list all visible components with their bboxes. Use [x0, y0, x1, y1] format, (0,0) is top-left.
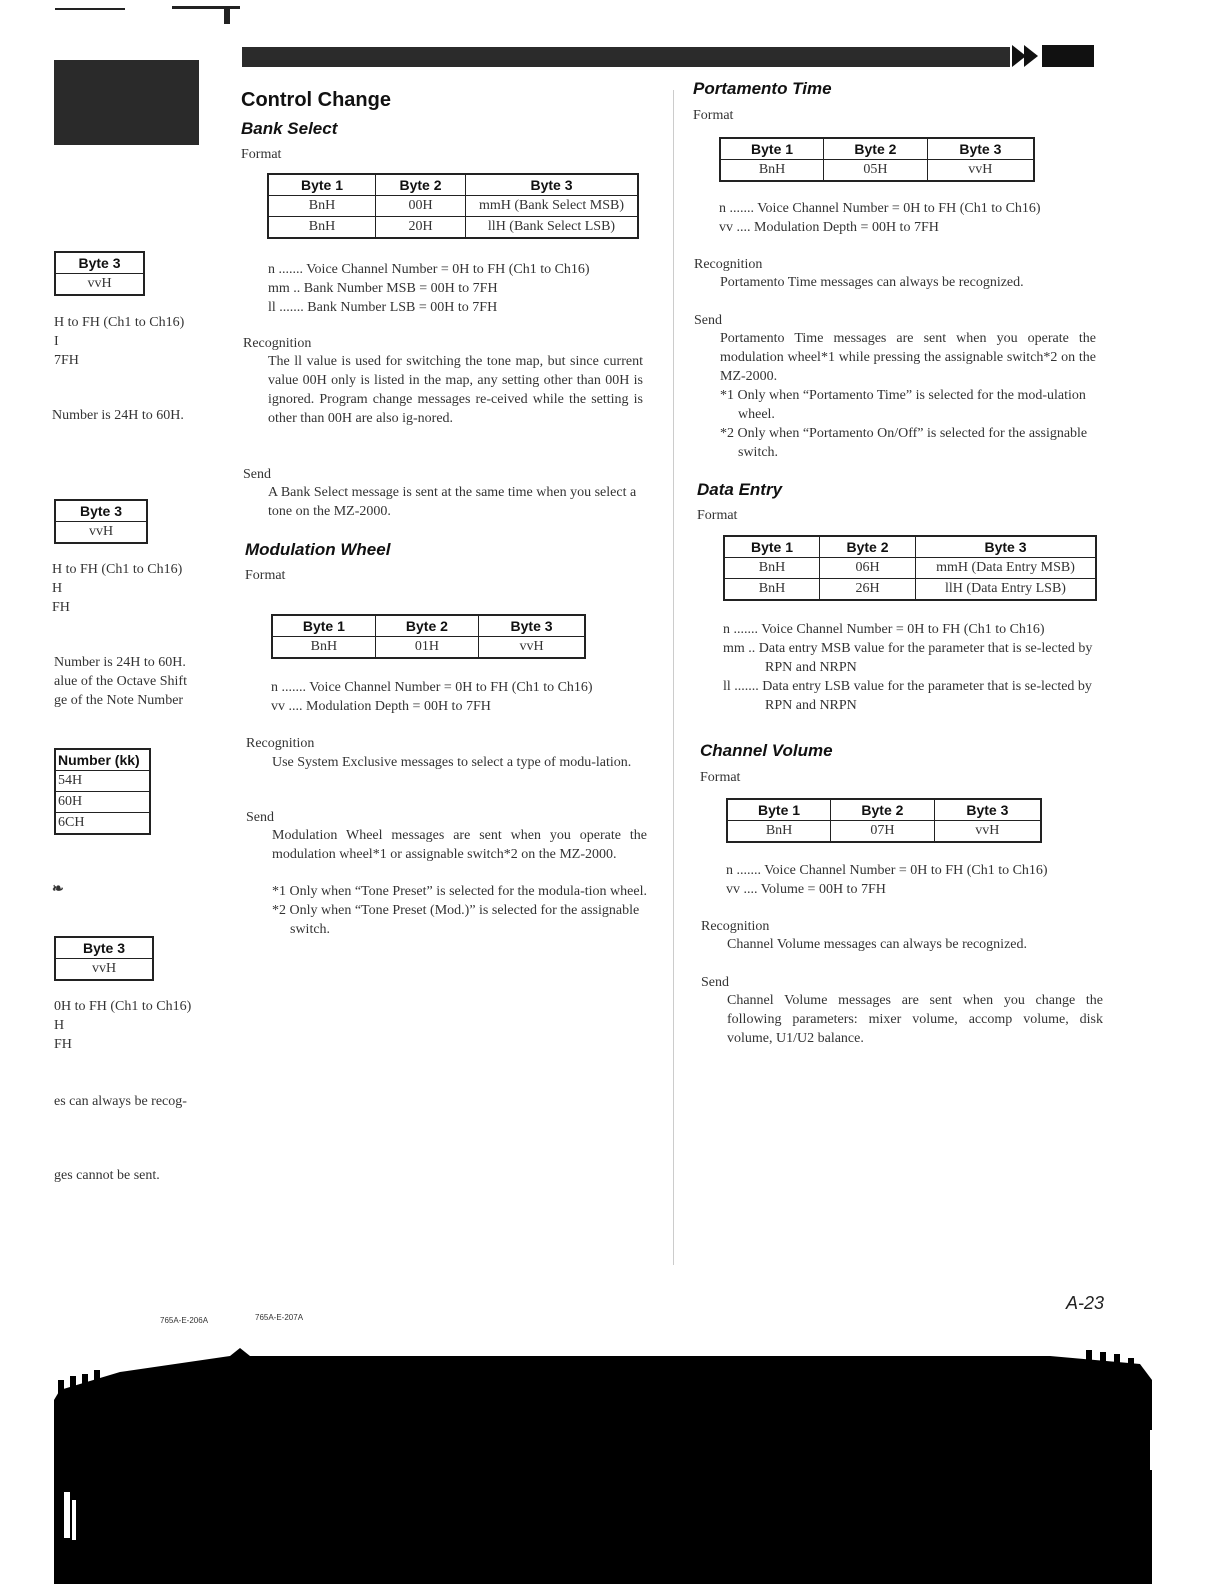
definition-line: ll ....... Data entry LSB value for the parameter that is se-lected by RPN and NRPN: [723, 679, 1092, 713]
bank-select-recognition-text: The ll value is used for switching the tone map, but since current value 00H only is listed in the map, any setting other than 00H is ignored. Program change messages re-ceived while the setting is other than 00H are also ig-nored.: [268, 354, 643, 426]
bank-select-cell: BnH: [268, 196, 376, 217]
definition-line: n ....... Voice Channel Number = 0H to FH (Ch1 to Ch16): [268, 262, 590, 277]
left-table-4-value: vvH: [55, 959, 153, 981]
left-recog: es can always be recog-: [54, 1094, 187, 1109]
channel-volume-header-3: Byte 3: [934, 799, 1041, 821]
portamento-time-recognition-label: Recognition: [694, 257, 763, 272]
channel-volume-cell: vvH: [934, 821, 1041, 843]
left-mark: ❧: [52, 882, 64, 897]
left-line: 0H to FH (Ch1 to Ch16): [54, 999, 192, 1014]
portamento-time-header-1: Byte 1: [720, 138, 824, 160]
left-table-2-header: Byte 3: [55, 500, 147, 522]
channel-volume-title: Channel Volume: [700, 741, 833, 760]
left-send: ges cannot be sent.: [54, 1168, 160, 1183]
portamento-time-defs: [719, 199, 1109, 237]
bank-select-defs: [268, 260, 648, 317]
left-page-code: 765A-E-206A: [160, 1316, 209, 1325]
left-table-1-header: Byte 3: [55, 252, 144, 274]
data-entry-defs: [723, 620, 1101, 715]
left-table-3-row: 60H: [55, 792, 150, 813]
modulation-wheel-format-label: Format: [245, 568, 286, 583]
channel-volume-recognition-label: Recognition: [701, 919, 770, 934]
left-table-4: [54, 936, 154, 981]
channel-volume-header-2: Byte 2: [831, 799, 935, 821]
middle-page-code: 765A-E-207A: [255, 1313, 304, 1322]
left-line: ge of the Note Number: [54, 693, 184, 708]
modulation-wheel-cell: 01H: [375, 637, 478, 659]
left-line: H to FH (Ch1 to Ch16): [52, 562, 183, 577]
modulation-wheel-table: [271, 614, 586, 659]
bank-select-header-3: Byte 3: [466, 174, 639, 196]
left-line: FH: [52, 600, 70, 615]
data-entry-header-3: Byte 3: [916, 536, 1097, 558]
control-change-title: Control Change: [241, 89, 391, 111]
bottom-black-region: [0, 1340, 1224, 1584]
portamento-time-cell: vvH: [927, 160, 1034, 182]
left-table-4-header: Byte 3: [55, 937, 153, 959]
left-table-1: [54, 251, 145, 296]
bank-select-table: [267, 173, 639, 239]
column-divider: [673, 90, 674, 1265]
definition-line: vv .... Volume = 00H to 7FH: [726, 882, 886, 897]
portamento-time-cell: 05H: [824, 160, 928, 182]
left-line: 7FH: [54, 353, 79, 368]
left-line: H: [52, 581, 63, 596]
channel-volume-recognition-text: Channel Volume messages can always be recognized.: [727, 937, 1028, 952]
data-entry-cell: mmH (Data Entry MSB): [916, 558, 1097, 579]
bank-select-format-label: Format: [241, 147, 282, 162]
modulation-wheel-header-1: Byte 1: [272, 615, 375, 637]
bank-select-cell: mmH (Bank Select MSB): [466, 196, 639, 217]
modulation-wheel-header-3: Byte 3: [479, 615, 585, 637]
data-entry-cell: BnH: [724, 558, 820, 579]
modulation-wheel-defs: [271, 678, 651, 716]
footnote: *2 Only when “Tone Preset (Mod.)” is selected for the assignable switch.: [272, 903, 640, 937]
left-lines-1: [54, 313, 214, 370]
definition-line: vv .... Modulation Depth = 00H to 7FH: [271, 699, 491, 714]
footnote: *2 Only when “Portamento On/Off” is selected for the assignable switch.: [720, 426, 1088, 460]
modulation-wheel-send-label: Send: [246, 810, 274, 825]
header-bar-end: [1042, 45, 1094, 67]
footnote: *1 Only when “Tone Preset” is selected for the modula-tion wheel.: [272, 884, 647, 899]
data-entry-cell: BnH: [724, 579, 820, 601]
portamento-time-recognition-text: Portamento Time messages can always be recognized.: [720, 275, 1024, 290]
definition-line: vv .... Modulation Depth = 00H to 7FH: [719, 220, 939, 235]
left-table-3-row: 54H: [55, 771, 150, 792]
left-lines-4: [54, 997, 214, 1054]
bank-select-send-text: A Bank Select message is sent at the same time when you select a tone on the MZ-2000.: [268, 485, 637, 519]
left-table-3: [54, 748, 151, 835]
left-line: FH: [54, 1037, 72, 1052]
left-lines-2: [52, 560, 212, 617]
modulation-wheel-send-text: Modulation Wheel messages are sent when you operate the modulation wheel*1 or assignable switch*2 on the MZ-2000.: [272, 828, 647, 862]
left-line-number-1: Number is 24H to 60H.: [52, 408, 184, 423]
bank-select-title: Bank Select: [241, 119, 338, 138]
definition-line: mm .. Data entry MSB value for the parameter that is se-lected by RPN and NRPN: [723, 641, 1093, 675]
left-line: alue of the Octave Shift: [54, 674, 187, 689]
header-bar-arrow-2: [1024, 45, 1038, 67]
portamento-time-header-3: Byte 3: [927, 138, 1034, 160]
header-bar: [242, 47, 1010, 67]
definition-line: n ....... Voice Channel Number = 0H to FH (Ch1 to Ch16): [726, 863, 1048, 878]
left-table-2-value: vvH: [55, 522, 147, 544]
left-table-1-value: vvH: [55, 274, 144, 296]
top-rule-left: [55, 8, 125, 10]
bank-select-header-2: Byte 2: [376, 174, 466, 196]
data-entry-cell: llH (Data Entry LSB): [916, 579, 1097, 601]
channel-volume-cell: BnH: [727, 821, 831, 843]
data-entry-title: Data Entry: [697, 480, 783, 499]
portamento-time-title: Portamento Time: [693, 79, 832, 98]
modulation-wheel-notes: [272, 882, 647, 939]
left-line: I: [54, 334, 59, 349]
channel-volume-header-1: Byte 1: [727, 799, 831, 821]
portamento-time-send-label: Send: [694, 313, 722, 328]
left-line: H to FH (Ch1 to Ch16): [54, 315, 185, 330]
bank-select-cell: 20H: [376, 217, 466, 239]
definition-line: n ....... Voice Channel Number = 0H to FH (Ch1 to Ch16): [723, 622, 1045, 637]
left-table-3-row: 6CH: [55, 813, 150, 835]
channel-volume-send-text: Channel Volume messages are sent when you change the following parameters: mixer volume, accomp volume, disk volume, U1/U2 balance.: [727, 993, 1103, 1046]
channel-volume-format-label: Format: [700, 770, 741, 785]
channel-volume-cell: 07H: [831, 821, 935, 843]
modulation-wheel-cell: BnH: [272, 637, 375, 659]
left-lines-3: [54, 653, 214, 710]
channel-volume-defs: [726, 861, 1111, 899]
definition-line: mm .. Bank Number MSB = 00H to 7FH: [268, 281, 498, 296]
portamento-time-format-label: Format: [693, 108, 734, 123]
portamento-time-notes: [720, 386, 1096, 462]
modulation-wheel-recognition-text: Use System Exclusive messages to select a type of modu-lation.: [272, 755, 632, 770]
bank-select-cell: llH (Bank Select LSB): [466, 217, 639, 239]
footnote: *1 Only when “Portamento Time” is selected for the mod-ulation wheel.: [720, 388, 1086, 422]
top-arrow-stem: [224, 6, 230, 24]
bank-select-recognition-label: Recognition: [243, 336, 312, 351]
data-entry-cell: 26H: [820, 579, 916, 601]
page-number: A-23: [1066, 1293, 1105, 1313]
modulation-wheel-title: Modulation Wheel: [245, 540, 391, 559]
data-entry-cell: 06H: [820, 558, 916, 579]
channel-volume-send-label: Send: [701, 975, 729, 990]
portamento-time-cell: BnH: [720, 160, 824, 182]
data-entry-table: [723, 535, 1097, 601]
bank-select-cell: 00H: [376, 196, 466, 217]
modulation-wheel-cell: vvH: [479, 637, 585, 659]
left-line: Number is 24H to 60H.: [54, 655, 186, 670]
left-section-tab: [54, 60, 199, 145]
modulation-wheel-header-2: Byte 2: [375, 615, 478, 637]
bank-select-header-1: Byte 1: [268, 174, 376, 196]
definition-line: ll ....... Bank Number LSB = 00H to 7FH: [268, 300, 498, 315]
left-line: H: [54, 1018, 65, 1033]
channel-volume-table: [726, 798, 1042, 843]
definition-line: n ....... Voice Channel Number = 0H to FH (Ch1 to Ch16): [271, 680, 593, 695]
bank-select-cell: BnH: [268, 217, 376, 239]
definition-line: n ....... Voice Channel Number = 0H to FH (Ch1 to Ch16): [719, 201, 1041, 216]
left-table-2: [54, 499, 148, 544]
data-entry-header-1: Byte 1: [724, 536, 820, 558]
data-entry-format-label: Format: [697, 508, 738, 523]
modulation-wheel-recognition-label: Recognition: [246, 736, 315, 751]
data-entry-header-2: Byte 2: [820, 536, 916, 558]
portamento-time-send-text: Portamento Time messages are sent when you operate the modulation wheel*1 while pressing the assignable switch*2 on the MZ-2000.: [720, 331, 1096, 384]
left-table-3-header: Number (kk): [55, 749, 150, 771]
portamento-time-table: [719, 137, 1035, 182]
portamento-time-header-2: Byte 2: [824, 138, 928, 160]
bank-select-send-label: Send: [243, 467, 271, 482]
